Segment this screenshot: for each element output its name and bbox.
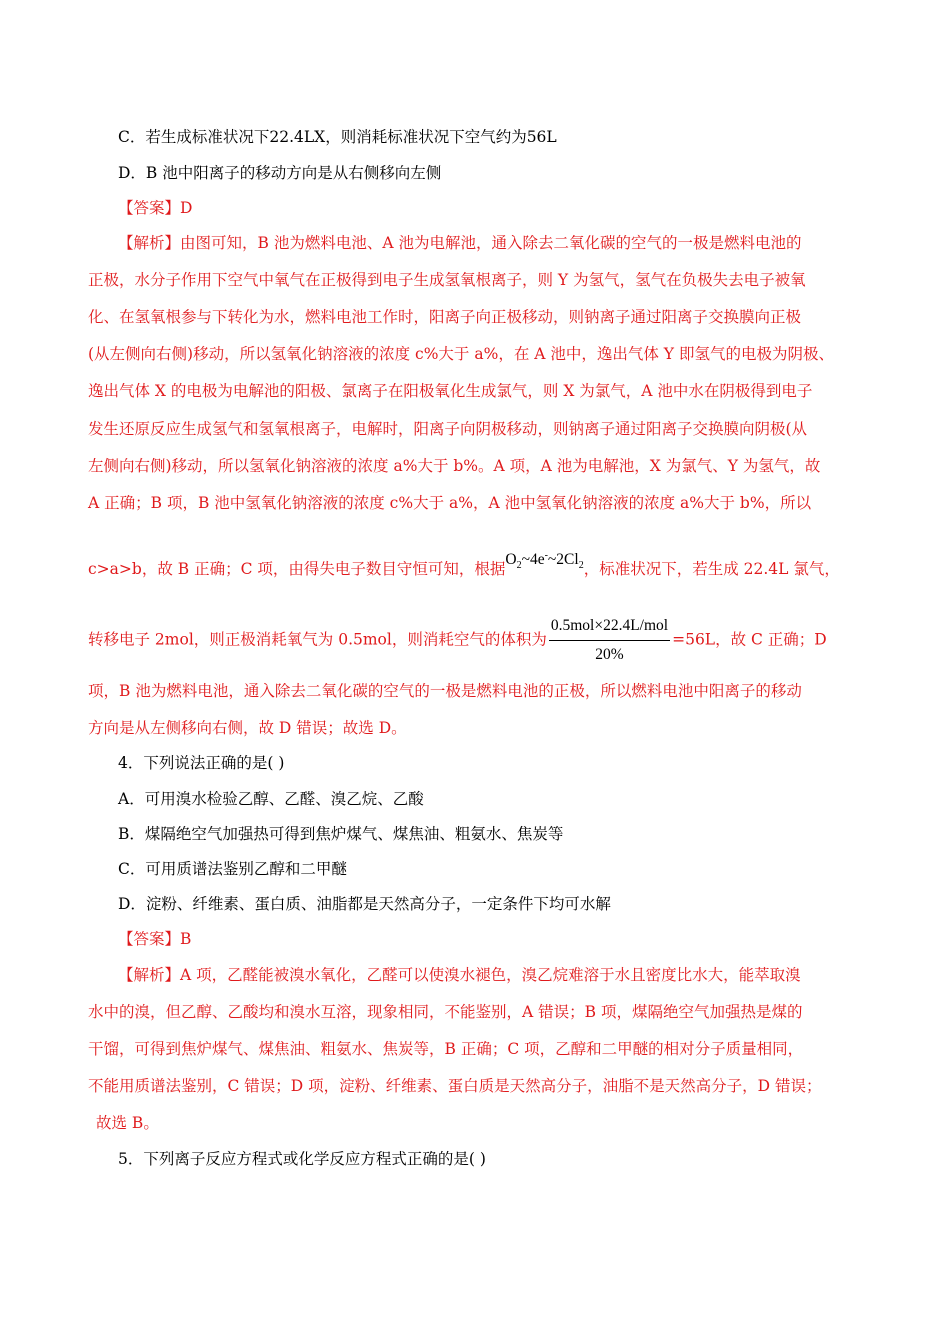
q3-analysis-line: 逸出气体 X 的电极为电解池的阳极、氯离子在阳极氧化生成氯气，则 X 为氯气，A 池中水在阴极得到电子 (88, 382, 813, 400)
q3-analysis-line: 化、在氢氧根参与下转化为水，燃料电池工作时，阳离子向正极移动，则钠离子通过阳离子交换膜向正极 (88, 308, 802, 326)
q3-analysis-line: 正极，水分子作用下空气中氧气在正极得到电子生成氢氧根离子，则 Y 为氢气，氢气在负极失去电子被氧 (88, 271, 806, 289)
volume-fraction (549, 614, 670, 667)
q3-analysis-line-formula (88, 550, 862, 587)
analysis-text: A 项，乙醛能被溴水氧化，乙醛可以使溴水褪色，溴乙烷难溶于水且密度比水大，能萃取溴 (180, 966, 801, 984)
q4-stem: 4．下列说法正确的是( ) (118, 754, 285, 772)
q3-analysis-line: 发生还原反应生成氢气和氢氧根离子，电解时，阳离子向阴极移动，则钠离子通过阳离子交换膜向阴极(从 (88, 420, 808, 438)
q4-option-b: B．煤隔绝空气加强热可得到焦炉煤气、煤焦油、粗氨水、焦炭等 (118, 825, 564, 843)
q4-analysis-line: 不能用质谱法鉴别，C 错误；D 项，淀粉、纤维素、蛋白质是天然高分子，油脂不是天然高分子，D 错误； (88, 1077, 822, 1095)
q5-stem: 5．下列离子反应方程式或化学反应方程式正确的是( ) (118, 1150, 486, 1168)
q3-analysis-line: 项，B 池为燃料电池，通入除去二氧化碳的空气的一极是燃料电池的正极，所以燃料电池中阳离子的移动 (88, 682, 802, 700)
q4-option-a: A．可用溴水检验乙醇、乙醛、溴乙烷、乙酸 (118, 790, 424, 808)
q3-analysis-line-fraction (88, 614, 862, 667)
q3-option-d: D．B 池中阳离子的移动方向是从右侧移向左侧 (118, 164, 442, 182)
analysis-text: ，标准状况下，若生成 22.4L 氯气， (583, 560, 840, 579)
electron-formula: $O_2\sim 4e^-\sim 2Cl_2$ (505, 550, 584, 572)
q3-answer: 【答案】D (118, 199, 193, 217)
q3-analysis-line: 方向是从左侧移向右侧，故 D 错误；故选 D。 (88, 719, 407, 737)
q3-analysis-line: (从左侧向右侧)移动，所以氢氧化钠溶液的浓度 c%大于 a%，在 A 池中，逸出气体 Y 即氢气的电极为阴极、 (88, 345, 834, 363)
q4-analysis-line: 故选 B。 (96, 1114, 159, 1132)
q3-analysis-line: 左侧向右侧)移动，所以氢氧化钠溶液的浓度 a%大于 b%。A 项，A 池为电解池，X 为氯气、Y 为氢气，故 (88, 457, 821, 475)
q4-option-c: C．可用质谱法鉴别乙醇和二甲醚 (118, 860, 347, 878)
q3-option-c: C．若生成标准状况下22.4LX，则消耗标准状况下空气约为56L (118, 128, 557, 146)
q4-analysis-line (118, 964, 862, 986)
q4-analysis-line: 干馏，可得到焦炉煤气、煤焦油、粗氨水、焦炭等，B 正确；C 项，乙醇和二甲醚的相对分子质量相同， (88, 1040, 804, 1058)
q4-option-d: D．淀粉、纤维素、蛋白质、油脂都是天然高分子，一定条件下均可水解 (118, 895, 611, 913)
analysis-text: 转移电子 2mol，则正极消耗氧气为 0.5mol，则消耗空气的体积为 (88, 630, 547, 649)
fraction-numerator: 0.5mol×22.4L/mol (549, 614, 670, 641)
q4-analysis-line: 水中的溴，但乙醇、乙酸均和溴水互溶，现象相同，不能鉴别，A 错误；B 项，煤隔绝空气加强热是煤的 (88, 1003, 803, 1021)
q4-answer: 【答案】B (118, 930, 192, 948)
q3-analysis-line: A 正确；B 项，B 池中氢氧化钠溶液的浓度 c%大于 a%，A 池中氢氧化钠溶液的浓度 a%大于 b%，所以 (88, 494, 812, 512)
analysis-label: 【解析】 (118, 966, 181, 984)
analysis-label: 【解析】 (118, 234, 181, 252)
fraction-denominator: 20% (595, 646, 624, 663)
analysis-text: 由图可知，B 池为燃料电池、A 池为电解池，通入除去二氧化碳的空气的一极是燃料电池的 (180, 234, 802, 252)
analysis-text: =56L，故 C 正确；D (672, 630, 827, 649)
q3-analysis-line (118, 232, 862, 254)
analysis-text: c>a>b，故 B 正确；C 项，由得失电子数目守恒可知，根据 (88, 560, 506, 579)
